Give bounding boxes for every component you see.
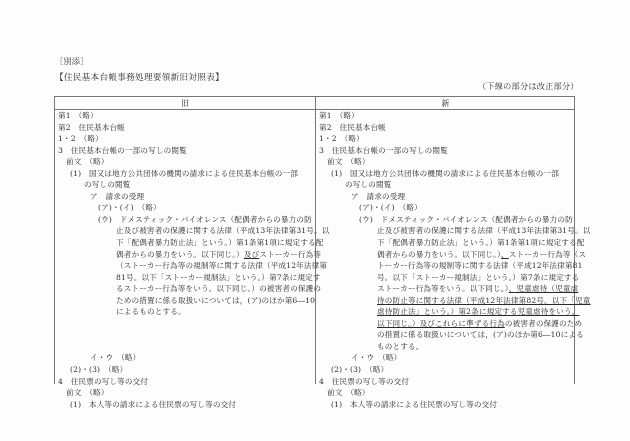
document-title: 【住民基本台帳事務処理要領新旧対照表】 <box>55 73 224 83</box>
text-segment: 偶者からの暴力をいう。以下同じ。） <box>377 249 502 259</box>
annex-label: ［別添］ <box>55 56 89 66</box>
text-line: の写しの閲覧 <box>345 180 392 190</box>
text-line <box>58 329 313 341</box>
text-line: 号。以下「ストーカー規制法」という。）第7条に規定する <box>377 272 580 282</box>
text-line <box>58 318 313 330</box>
text-line: (1) 本人等の請求による住民票の写し等の交付 <box>70 399 237 409</box>
text-line <box>58 249 322 261</box>
text-line: ア 請求の受理 <box>351 191 406 201</box>
text-line <box>319 318 583 330</box>
text-line: (ア)・(イ) （略） <box>359 203 422 213</box>
text-line: ものとする。 <box>377 341 424 351</box>
text-line: トーカー行為等の規制等に関する法律（平成12年法律第81 <box>377 261 583 271</box>
text-line: ための措置に係る取扱いについては，(ア)のほか第6―10 <box>116 295 316 305</box>
text-line: 3 住民基本台帳の一部の写しの閲覧 <box>319 145 448 155</box>
text-line: (ア)・(イ) （略） <box>98 203 161 213</box>
amended-text: 、児童虐待（児童虐 <box>508 284 579 294</box>
text-line: 3 住民基本台帳の一部の写しの閲覧 <box>58 145 187 155</box>
text-line: 第1 （略） <box>58 111 98 120</box>
text-line: (ウ) ドメスティック・バイオレンス（配偶者からの暴力の防 <box>359 214 573 224</box>
text-segment: ストーカー行為等 <box>259 249 322 259</box>
new-text-column <box>319 110 591 410</box>
text-segment: ストーカー行為等をいう。以下同じ。） <box>377 284 509 294</box>
text-line: 1・2 （略） <box>319 134 364 144</box>
text-segment: 偶者からの暴力をいう。以下同じ。） <box>116 249 244 259</box>
text-line: 止及び被害者の保護に関する法律（平成13年法律第31号。以 <box>116 226 330 236</box>
text-line: 前文 （略） <box>66 157 109 167</box>
text-line <box>319 295 591 307</box>
underline-note: （下線の部分は改正部分） <box>478 81 579 91</box>
text-line: （ストーカー行為等の規制等に関する法律（平成12年法律第 <box>116 261 328 271</box>
text-line <box>319 306 580 318</box>
text-line: 4 住民票の写し等の交付 <box>58 376 149 386</box>
text-line: によるものとする。 <box>116 307 186 317</box>
text-line: 下「配偶者暴力防止法」という。）第1条第1項に規定する配 <box>377 238 585 248</box>
text-line: (2)・(3) （略） <box>70 365 128 375</box>
text-line: (1) 国又は地方公共団体の機関の請求による住民基本台帳の一部 <box>331 168 560 178</box>
text-line: 前文 （略） <box>327 388 370 398</box>
amended-text: 虐待防止法」という。）第2条に規定する児童虐待をいう。 <box>377 307 580 317</box>
text-line: 止及び被害者の保護に関する法律（平成13年法律第31号。以 <box>377 226 591 236</box>
comparison-table <box>54 96 591 409</box>
header-new: 新 <box>441 99 450 108</box>
text-line: (1) 本人等の請求による住民票の写し等の交付 <box>331 399 498 409</box>
text-line: (1) 国又は地方公共団体の機関の請求による住民基本台帳の一部 <box>70 168 299 178</box>
text-line: ア 請求の受理 <box>90 191 145 201</box>
text-line <box>319 249 587 261</box>
text-line: の写しの閲覧 <box>84 180 131 190</box>
text-line: 前文 （略） <box>66 388 109 398</box>
amended-text: 及び <box>243 249 260 259</box>
text-line: 前文 （略） <box>327 157 370 167</box>
text-line: イ・ウ （略） <box>351 353 402 363</box>
amended-text: 以下同じ。）及びこれらに準ずる行為 <box>377 318 505 328</box>
text-line: 第2 住民基本台帳 <box>58 122 125 132</box>
text-line: の措置に係る取扱いについては，(ア)のほか第6―10による <box>377 330 584 340</box>
text-segment: の被害者の保護のため <box>504 318 583 328</box>
text-line: 第2 住民基本台帳 <box>319 122 386 132</box>
text-line: (2)・(3) （略） <box>331 365 389 375</box>
text-line <box>319 283 579 295</box>
amended-text: 待の防止等に関する法律（平成12年法律第82号。以下「児童 <box>377 295 591 305</box>
text-line: るストーカー行為等をいう。以下同じ。）の被害者の保護の <box>116 284 322 294</box>
text-line: (ウ) ドメスティック・バイオレンス（配偶者からの暴力の防 <box>98 214 312 224</box>
text-line: 1・2 （略） <box>58 134 103 144</box>
amended-text: 、 <box>501 249 509 259</box>
text-segment: ストーカー行為等（ス <box>508 249 587 259</box>
text-line: 81号。以下「ストーカー規制法」という。）第7条に規定す <box>116 272 321 282</box>
text-line: 下「配偶者暴力防止法」という。）第1条第1項に規定する配 <box>116 238 324 248</box>
text-line: 4 住民票の写し等の交付 <box>319 376 410 386</box>
header-old: 旧 <box>181 99 189 108</box>
text-line: 第1 （略） <box>319 111 359 120</box>
text-line <box>58 341 313 353</box>
old-text-column <box>58 110 330 410</box>
text-line: イ・ウ （略） <box>90 353 141 363</box>
